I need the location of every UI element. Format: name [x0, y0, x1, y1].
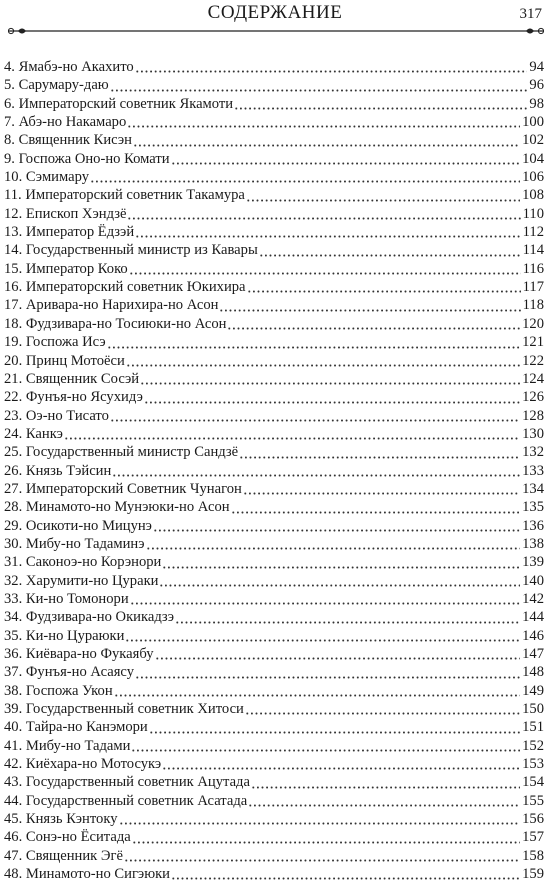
toc-entry-page: 135: [522, 499, 544, 516]
toc-entry-page: 146: [522, 627, 544, 644]
toc-entry-page: 156: [522, 811, 544, 828]
toc-dot-leader: [144, 388, 520, 404]
toc-entry[interactable]: [4, 223, 544, 241]
toc-entry[interactable]: [4, 553, 544, 571]
toc-dot-leader: [90, 167, 520, 183]
toc-entry-page: 104: [522, 150, 544, 167]
toc-entry[interactable]: [4, 241, 544, 259]
toc-entry-page: 144: [522, 609, 544, 626]
toc-entry[interactable]: [4, 535, 544, 553]
toc-entry-page: 128: [522, 407, 544, 424]
toc-entry[interactable]: [4, 645, 544, 663]
toc-dot-leader: [140, 369, 520, 385]
toc-entry[interactable]: [4, 792, 544, 810]
toc-entry[interactable]: [4, 296, 544, 314]
toc-dot-leader: [245, 699, 520, 715]
toc-entry-page: 158: [522, 847, 544, 864]
toc-entry-title: 37. Фунъя-но Асаясу: [4, 664, 135, 681]
toc-entry-title: 31. Саконоэ-но Корэнори: [4, 554, 162, 571]
toc-entry-title: 10. Сэмимару: [4, 169, 89, 186]
toc-entry-page: 130: [522, 425, 544, 442]
ornamental-rule: [8, 25, 544, 37]
toc-dot-leader: [246, 186, 520, 202]
toc-entry-page: 150: [522, 701, 544, 718]
toc-entry[interactable]: [4, 76, 544, 94]
toc-entry-page: 153: [522, 756, 544, 773]
toc-entry-title: 12. Епископ Хэндзё: [4, 205, 127, 222]
toc-dot-leader: [129, 259, 521, 275]
toc-dot-leader: [171, 864, 520, 880]
toc-entry-title: 4. Ямабэ-но Акахито: [4, 59, 134, 75]
toc-entry-title: 27. Императорский Советник Чунагон: [4, 480, 242, 497]
toc-dot-leader: [125, 626, 520, 642]
toc-dot-leader: [243, 479, 520, 495]
toc-entry[interactable]: [4, 755, 544, 773]
toc-entry-page: 120: [522, 315, 544, 332]
table-of-contents: [4, 58, 544, 883]
toc-entry[interactable]: [4, 517, 544, 535]
toc-entry[interactable]: [4, 810, 544, 828]
toc-entry-page: 117: [522, 279, 544, 296]
toc-entry[interactable]: [4, 95, 544, 113]
toc-dot-leader: [227, 314, 520, 330]
toc-dot-leader: [155, 644, 521, 660]
toc-entry-title: 13. Император Ёдзэй: [4, 224, 135, 241]
toc-dot-leader: [248, 791, 520, 807]
toc-dot-leader: [247, 277, 521, 293]
ornamental-rule-graphic: [8, 25, 544, 37]
toc-dot-leader: [234, 94, 527, 110]
toc-dot-leader: [127, 204, 520, 220]
toc-entry[interactable]: [4, 131, 544, 149]
toc-dot-leader: [135, 663, 520, 679]
toc-entry-page: 100: [522, 114, 544, 131]
toc-entry[interactable]: [4, 480, 544, 498]
toc-entry-page: 110: [522, 205, 544, 222]
toc-entry-page: 142: [522, 590, 544, 607]
toc-entry-title: 18. Фудзивара-но Тосиюки-но Асон: [4, 315, 227, 332]
toc-entry[interactable]: [4, 205, 544, 223]
toc-entry-title: 42. Киёхара-но Мотосукэ: [4, 756, 162, 773]
toc-entry-title: 48. Минамото-но Сигэюки: [4, 866, 170, 883]
toc-entry[interactable]: [4, 663, 544, 681]
toc-entry-page: 133: [522, 462, 544, 479]
toc-entry-page: 147: [522, 646, 544, 662]
toc-entry[interactable]: [4, 315, 544, 333]
toc-dot-leader: [146, 534, 521, 550]
toc-entry[interactable]: [4, 572, 544, 590]
toc-entry[interactable]: [4, 627, 544, 645]
toc-entry-page: 151: [522, 719, 544, 736]
toc-dot-leader: [132, 828, 520, 844]
toc-entry[interactable]: [4, 865, 544, 883]
toc-entry[interactable]: [4, 700, 544, 718]
page-title: СОДЕРЖАНИЕ: [207, 2, 343, 23]
toc-entry-page: 139: [522, 554, 544, 571]
toc-entry-page: 140: [522, 572, 544, 589]
toc-dot-leader: [135, 57, 528, 73]
toc-entry[interactable]: [4, 333, 544, 351]
toc-entry-title: 33. Ки-но Томонори: [4, 590, 129, 607]
toc-entry[interactable]: [4, 462, 544, 480]
toc-entry[interactable]: [4, 113, 544, 131]
toc-entry[interactable]: [4, 773, 544, 791]
toc-entry-title: 46. Сонэ-но Ёситада: [4, 829, 131, 846]
toc-entry-page: 118: [522, 297, 544, 314]
toc-entry[interactable]: [4, 168, 544, 186]
toc-entry-title: 43. Государственный советник Ацутада: [4, 774, 250, 791]
toc-dot-leader: [110, 76, 528, 92]
toc-dot-leader: [231, 498, 521, 514]
toc-entry-page: 148: [522, 664, 544, 681]
toc-entry-title: 8. Священник Кисэн: [4, 132, 132, 149]
toc-entry[interactable]: [4, 260, 544, 278]
toc-dot-leader: [130, 589, 520, 605]
toc-entry-page: 124: [522, 370, 544, 387]
toc-dot-leader: [175, 608, 520, 624]
toc-entry-page: 121: [522, 334, 544, 351]
toc-dot-leader: [114, 681, 520, 697]
toc-dot-leader: [153, 516, 520, 532]
toc-entry[interactable]: [4, 682, 544, 700]
toc-entry[interactable]: [4, 498, 544, 516]
toc-entry-title: 26. Князь Тэйсин: [4, 462, 112, 479]
toc-entry-title: 39. Государственный советник Хитоси: [4, 701, 244, 718]
toc-entry-page: 136: [522, 517, 544, 534]
toc-entry-title: 25. Государственный министр Сандзё: [4, 444, 239, 461]
toc-dot-leader: [110, 406, 520, 422]
toc-dot-leader: [251, 773, 520, 789]
toc-entry-title: 29. Осикоти-но Мицунэ: [4, 517, 152, 534]
toc-entry-title: 45. Князь Кэнтоку: [4, 811, 118, 828]
toc-dot-leader: [131, 736, 520, 752]
toc-entry-title: 23. Оэ-но Тисато: [4, 407, 109, 424]
toc-entry-title: 9. Госпожа Оно-но Комати: [4, 150, 170, 167]
toc-entry-title: 47. Священник Эгё: [4, 847, 124, 864]
page-number: 317: [519, 6, 542, 22]
toc-entry-page: 126: [522, 389, 544, 406]
toc-entry[interactable]: [4, 718, 544, 736]
toc-entry-title: 11. Императорский советник Такамура: [4, 187, 245, 204]
toc-entry[interactable]: [4, 370, 544, 388]
toc-entry-title: 40. Тайра-но Канэмори: [4, 719, 148, 736]
toc-dot-leader: [171, 149, 521, 165]
toc-entry-title: 21. Священник Сосэй: [4, 370, 140, 387]
toc-entry-title: 41. Мибу-но Тадами: [4, 737, 131, 754]
toc-entry-page: 138: [522, 535, 544, 552]
toc-dot-leader: [112, 461, 520, 477]
toc-entry-page: 155: [522, 792, 544, 809]
toc-entry-page: 98: [529, 95, 544, 112]
toc-entry[interactable]: [4, 608, 544, 626]
toc-dot-leader: [107, 333, 521, 349]
toc-entry[interactable]: [4, 407, 544, 425]
toc-entry-title: 34. Фудзивара-но Окикадзэ: [4, 609, 174, 626]
toc-dot-leader: [135, 222, 521, 238]
toc-entry-title: 35. Ки-но Цураюки: [4, 627, 125, 644]
toc-entry-title: 17. Аривара-но Нарихира-но Асон: [4, 297, 219, 314]
toc-entry[interactable]: [4, 150, 544, 168]
page-header: [0, 0, 550, 42]
toc-entry-page: 122: [522, 352, 544, 369]
toc-entry-title: 22. Фунъя-но Ясухидэ: [4, 389, 143, 406]
toc-entry[interactable]: [4, 186, 544, 204]
toc-entry-title: 15. Император Коко: [4, 260, 128, 277]
toc-entry[interactable]: [4, 352, 544, 370]
toc-dot-leader: [259, 241, 521, 257]
toc-entry-title: 19. Госпожа Исэ: [4, 334, 106, 351]
toc-entry[interactable]: [4, 737, 544, 755]
toc-dot-leader: [149, 718, 520, 734]
toc-dot-leader: [127, 112, 520, 128]
toc-entry[interactable]: [4, 388, 544, 406]
toc-entry[interactable]: [4, 278, 544, 296]
toc-entry-page: 96: [529, 77, 544, 94]
toc-entry-title: 28. Минамото-но Мунэюки-но Асон: [4, 499, 230, 516]
toc-entry-title: 36. Киёвара-но Фукаябу: [4, 646, 154, 662]
toc-entry[interactable]: [4, 58, 544, 76]
toc-entry-page: 149: [522, 682, 544, 699]
toc-entry-page: 159: [522, 866, 544, 883]
toc-entry-page: 134: [522, 480, 544, 497]
toc-dot-leader: [219, 296, 520, 312]
toc-entry-page: 114: [522, 242, 544, 259]
toc-entry-title: 14. Государственный министр из Кавары: [4, 242, 258, 259]
toc-entry-page: 132: [522, 444, 544, 461]
toc-entry-title: 44. Государственный советник Асатада: [4, 792, 248, 809]
toc-dot-leader: [126, 351, 520, 367]
toc-entry-title: 5. Сарумару-даю: [4, 77, 109, 94]
toc-entry-page: 112: [522, 224, 544, 241]
toc-entry-page: 116: [522, 260, 544, 277]
toc-entry[interactable]: [4, 828, 544, 846]
toc-entry-page: 102: [522, 132, 544, 149]
toc-entry-page: 108: [522, 187, 544, 204]
toc-dot-leader: [162, 754, 520, 770]
toc-entry-title: 32. Харумити-но Цураки: [4, 572, 159, 589]
toc-entry-title: 16. Императорский советник Юкихира: [4, 279, 246, 296]
toc-entry-page: 152: [522, 737, 544, 754]
toc-entry-page: 106: [522, 169, 544, 186]
toc-dot-leader: [124, 846, 520, 862]
toc-entry[interactable]: [4, 443, 544, 461]
toc-entry-page: 94: [529, 59, 544, 75]
toc-dot-leader: [159, 571, 520, 587]
toc-dot-leader: [64, 424, 520, 440]
toc-dot-leader: [119, 809, 521, 825]
toc-dot-leader: [133, 131, 520, 147]
toc-entry-title: 30. Мибу-но Тадаминэ: [4, 535, 145, 552]
toc-entry[interactable]: [4, 590, 544, 608]
toc-dot-leader: [239, 443, 520, 459]
toc-entry-title: 6. Императорский советник Якамоти: [4, 95, 234, 112]
toc-entry-page: 157: [522, 829, 544, 846]
toc-entry[interactable]: [4, 425, 544, 443]
toc-entry-title: 24. Канкэ: [4, 425, 63, 442]
toc-entry-title: 20. Принц Мотоёси: [4, 352, 125, 369]
toc-entry-title: 38. Госпожа Укон: [4, 682, 113, 699]
toc-dot-leader: [162, 553, 520, 569]
toc-entry-title: 7. Абэ-но Накамаро: [4, 114, 127, 131]
toc-entry-page: 154: [522, 774, 544, 791]
